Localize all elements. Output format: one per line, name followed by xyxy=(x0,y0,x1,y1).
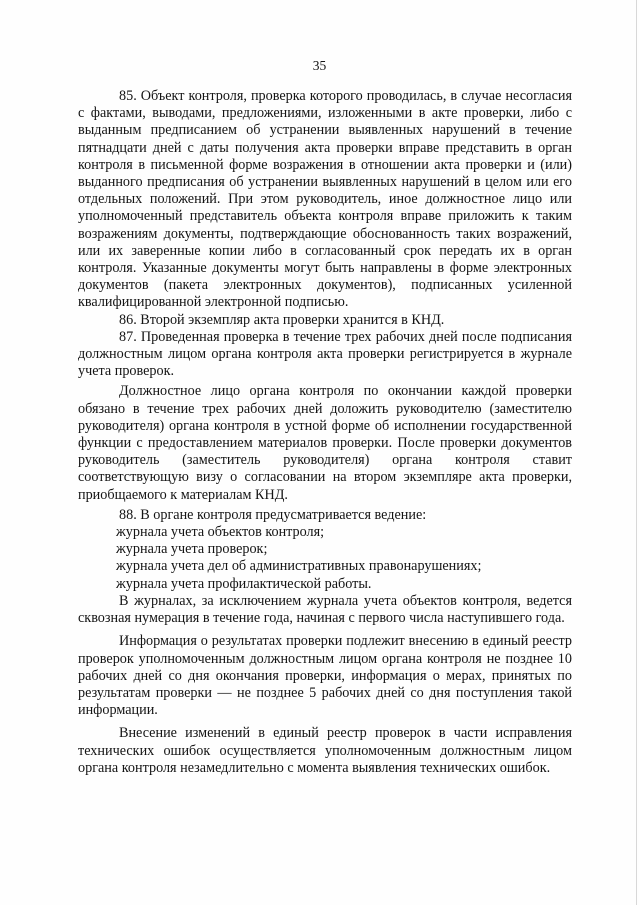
paragraph-registry-corrections: Внесение изменений в единый реестр проверок в части исправления технических ошибок осуществляется уполномоченным должностным лицом органа контроля незамедлительно с момента выявления технических ошибок. xyxy=(78,725,572,776)
paragraph-87-registration: 87. Проведенная проверка в течение трех рабочих дней после подписания должностным лицом органа контроля акта проверки регистрируется в журнале учета проверок. xyxy=(78,328,572,380)
document-body xyxy=(78,88,572,777)
journal-list-item: журнала учета проверок; xyxy=(116,541,268,558)
paragraph-journal-numbering: В журналах, за исключением журнала учета объектов контроля, ведется сквозная нумерация в течение года, начиная с первого числа наступившего года. xyxy=(78,592,572,627)
journal-list-item: журнала учета объектов контроля; xyxy=(116,524,325,541)
journal-list-item: журнала учета дел об административных правонарушениях; xyxy=(116,558,482,575)
paragraph-86-second-copy: 86. Второй экземпляр акта проверки хранится в КНД. xyxy=(119,311,445,328)
scan-edge xyxy=(636,0,637,905)
journal-list-item: журнала учета профилактической работы. xyxy=(116,575,372,592)
paragraph-88-journals-intro: 88. В органе контроля предусматривается ведение: xyxy=(119,506,427,523)
paragraph-registry-info: Информация о результатах проверки подлежит внесению в единый реестр проверок уполномоченным должностным лицом органа контроля не позднее 10 рабочих дней со дня окончания проверки, информация о мерах, принятых по результатам проверки — не позднее 5 рабочих дней со дня поступления такой информации. xyxy=(78,633,572,719)
paragraph-85-objections: 85. Объект контроля, проверка которого проводилась, в случае несогласия с фактами, выводами, предложениями, изложенными в акте проверки, либо с выданным предписанием об устранении выявленных нарушений в течение пятнадцати дней с даты получения акта проверки вправе представить в орган контроля в письменной форме возражения в отношении акта проверки и (или) выданного предписания об устранении выявленных нарушений в целом или его отдельных положений. При этом руководитель, иное должностное лицо или уполномоченный представитель объекта контроля вправе приложить к таким возражениям документы, подтверждающие обоснованность таких возражений, или их заверенные копии либо в согласованный срок передать их в орган контроля. Указанные документы могут быть направлены в форме электронных документов (пакета электронных документов), подписанных усиленной квалифицированной электронной подписью. xyxy=(78,88,572,311)
paragraph-report-to-head: Должностное лицо органа контроля по окончании каждой проверки обязано в течение трех рабочих дней доложить руководителю (заместителю руководителя) органа контроля в устной форме об исполнении государственной функции с предоставлением материалов проверки. После проверки документов руководитель (заместитель руководителя) органа контроля ставит соответствующую визу о согласовании на втором экземпляре акта проверки, приобщаемого к материалам КНД. xyxy=(78,383,572,503)
page-number: 35 xyxy=(312,58,327,73)
